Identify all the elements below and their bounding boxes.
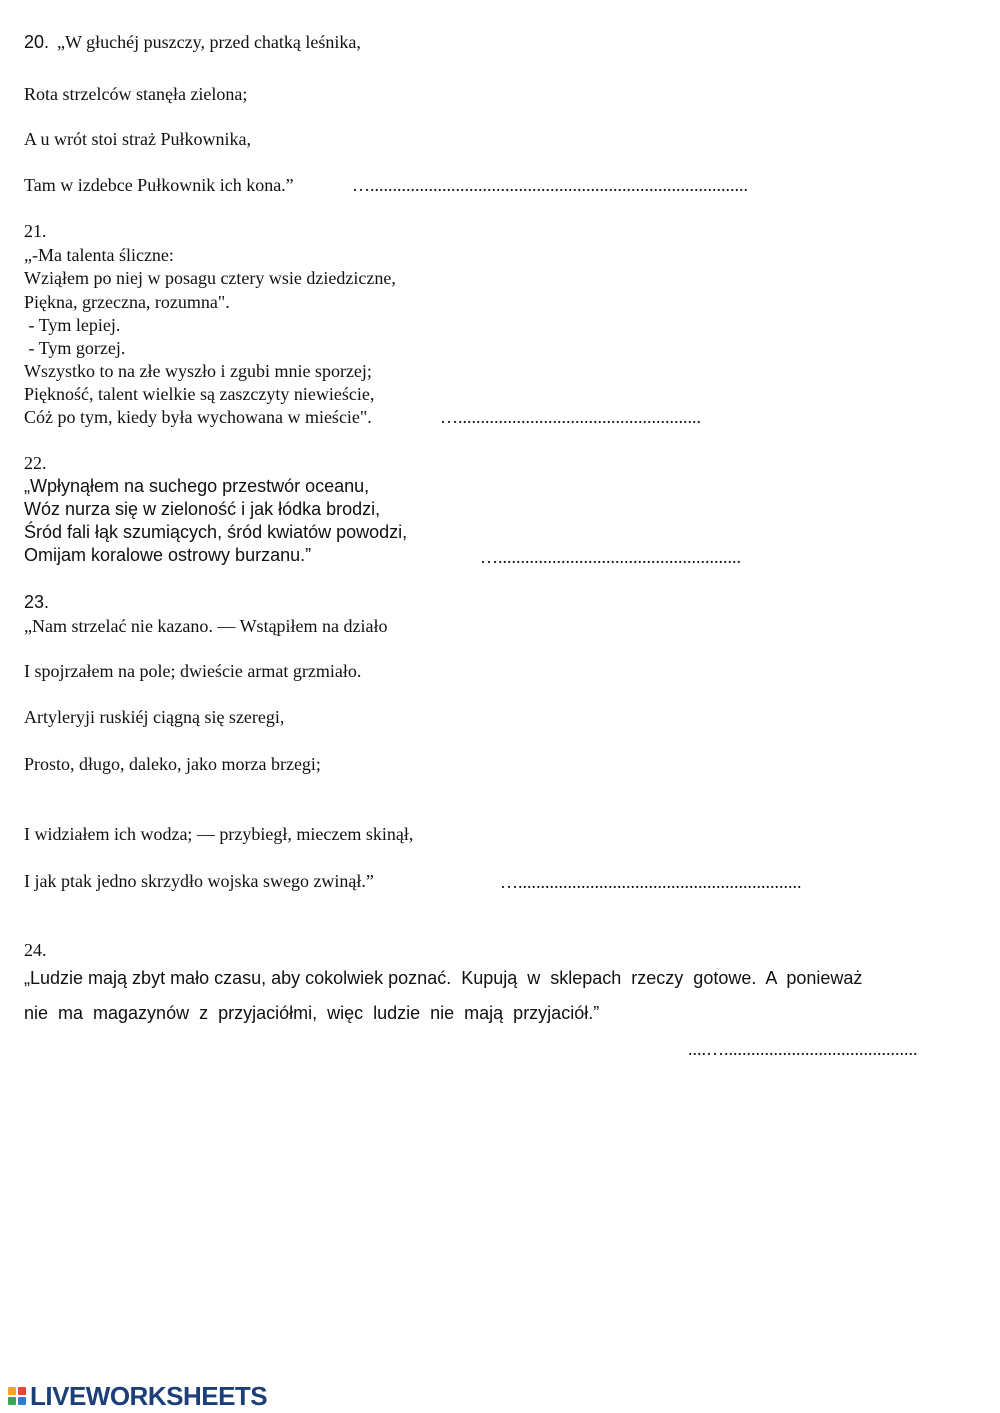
- q23-verse-1: „Nam strzelać nie kazano. — Wstąpiłem na działo: [24, 616, 388, 636]
- q23-verse-4: Prosto, długo, daleko, jako morza brzegi;: [24, 754, 321, 774]
- q20-verse-2: Rota strzelców stanęła zielona;: [24, 84, 248, 104]
- q23-answer-field[interactable]: …...............................................................: [500, 872, 802, 892]
- q22-verse-1: „Wpłynąłem na suchego przestwór oceanu,: [24, 476, 370, 496]
- q21-verse-7: Piękność, talent wielkie są zaszczyty niewieście,: [24, 384, 375, 404]
- q21-verse-1: „-Ma talenta śliczne:: [24, 245, 174, 265]
- q22-verse-3: Śród fali łąk szumiących, śród kwiatów powodzi,: [24, 522, 408, 542]
- q21-verse-2: Wziąłem po niej w posagu cztery wsie dziedziczne,: [24, 268, 396, 288]
- q21-number: 21.: [24, 221, 47, 241]
- q22-answer-field[interactable]: …......................................................: [480, 547, 741, 567]
- q23-verse-2: I spojrzałem na pole; dwieście armat grzmiało.: [24, 661, 362, 681]
- q20-verse-1: „W głuchéj puszczy, przed chatką leśnika,: [57, 32, 361, 52]
- q24-answer-field[interactable]: ....…...........................................: [688, 1039, 918, 1059]
- q21-verse-4: - Tym lepiej.: [24, 315, 121, 335]
- q22-verse-2: Wóz nurza się w zieloność i jak łódka brodzi,: [24, 499, 381, 519]
- q24-text-line-2: nie ma magazynów z przyjaciółmi, więc ludzie nie mają przyjaciół.”: [24, 1003, 600, 1023]
- q21-verse-8: Cóż po tym, kiedy była wychowana w mieście".: [24, 407, 372, 427]
- q23-verse-3: Artyleryji ruskiéj ciągną się szeregi,: [24, 707, 285, 727]
- q23-verse-5: I widziałem ich wodza; — przybiegł, mieczem skinął,: [24, 824, 414, 844]
- logo-blocks-icon: [8, 1387, 26, 1405]
- q20-line-1: [24, 33, 361, 52]
- q22-verse-4: Omijam koralowe ostrowy burzanu.”: [24, 545, 312, 565]
- q20-verse-4: Tam w izdebce Pułkownik ich kona.”: [24, 175, 294, 195]
- q21-verse-6: Wszystko to na złe wyszło i zgubi mnie sporzej;: [24, 361, 372, 381]
- q20-number: 20.: [24, 32, 50, 52]
- liveworksheets-logo: [8, 1381, 267, 1411]
- q24-number: 24.: [24, 940, 47, 960]
- q20-verse-3: A u wrót stoi straż Pułkownika,: [24, 129, 251, 149]
- q22-number: 22.: [24, 453, 47, 473]
- logo-text: LIVEWORKSHEETS: [30, 1380, 268, 1411]
- q24-text-line-1: „Ludzie mają zbyt mało czasu, aby cokolwiek poznać. Kupują w sklepach rzeczy gotowe. A ponieważ: [24, 968, 863, 988]
- q21-answer-field[interactable]: …......................................................: [440, 407, 701, 427]
- q20-answer-field[interactable]: …....................................................................................: [352, 175, 748, 195]
- q21-verse-3: Piękna, grzeczna, rozumna".: [24, 292, 230, 312]
- q21-verse-5: - Tym gorzej.: [24, 338, 126, 358]
- q23-number: 23.: [24, 592, 50, 612]
- q23-verse-6: I jak ptak jedno skrzydło wojska swego zwinął.”: [24, 871, 374, 891]
